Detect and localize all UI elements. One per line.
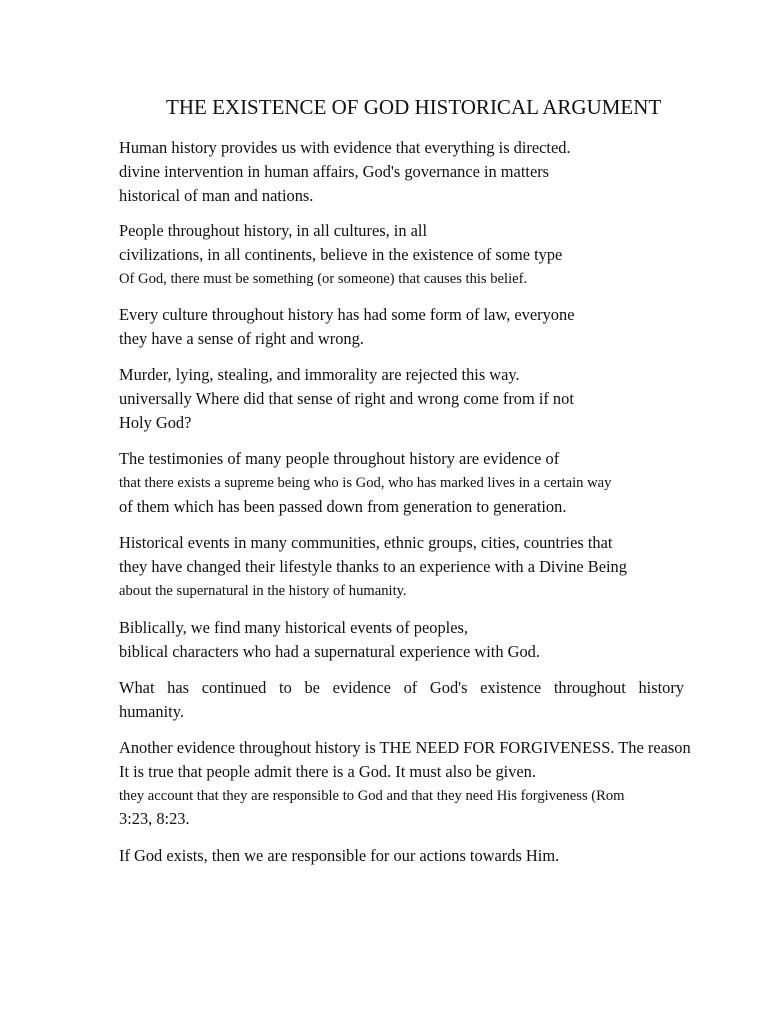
paragraph-line: divine intervention in human affairs, God's governance in matters [119, 162, 550, 181]
paragraph-line: they account that they are responsible to God and that they need His forgiveness (Rom [119, 788, 625, 804]
paragraph-line: civilizations, in all continents, believe in the existence of some type [119, 245, 563, 264]
paragraph-line: The testimonies of many people throughout history are evidence of [119, 449, 560, 468]
paragraph-line: humanity. [119, 702, 184, 721]
paragraph-line: What has continued to be evidence of God's existence throughout history [119, 678, 684, 697]
paragraph-line: historical of man and nations. [119, 186, 314, 205]
paragraph-line: If God exists, then we are responsible for our actions towards Him. [119, 846, 560, 865]
paragraph-line: Of God, there must be something (or someone) that causes this belief. [119, 271, 528, 287]
paragraph-line: Another evidence throughout history is THE NEED FOR FORGIVENESS. The reason [119, 738, 691, 757]
paragraph-line: Historical events in many communities, ethnic groups, cities, countries that [119, 533, 613, 552]
document-title: THE EXISTENCE OF GOD HISTORICAL ARGUMENT [166, 95, 662, 119]
paragraph-line: Holy God? [119, 413, 192, 432]
paragraph-line: about the supernatural in the history of humanity. [119, 583, 407, 599]
paragraph-line: Every culture throughout history has had some form of law, everyone [119, 305, 575, 324]
paragraph-line: they have changed their lifestyle thanks to an experience with a Divine Being [119, 557, 627, 576]
paragraph-line: It is true that people admit there is a God. It must also be given. [119, 762, 536, 781]
paragraph-line: biblical characters who had a supernatural experience with God. [119, 642, 540, 661]
paragraph-line: of them which has been passed down from generation to generation. [119, 497, 567, 516]
paragraph-line: People throughout history, in all cultures, in all [119, 221, 428, 240]
paragraph-line: 3:23, 8:23. [119, 809, 190, 828]
paragraph-line: Human history provides us with evidence that everything is directed. [119, 138, 571, 157]
paragraph-line: that there exists a supreme being who is God, who has marked lives in a certain way [119, 475, 612, 491]
paragraph-line: universally Where did that sense of right and wrong come from if not [119, 389, 574, 408]
paragraph-line: they have a sense of right and wrong. [119, 329, 364, 348]
paragraph-line: Murder, lying, stealing, and immorality are rejected this way. [119, 365, 520, 384]
paragraph-line: Biblically, we find many historical events of peoples, [119, 618, 468, 637]
